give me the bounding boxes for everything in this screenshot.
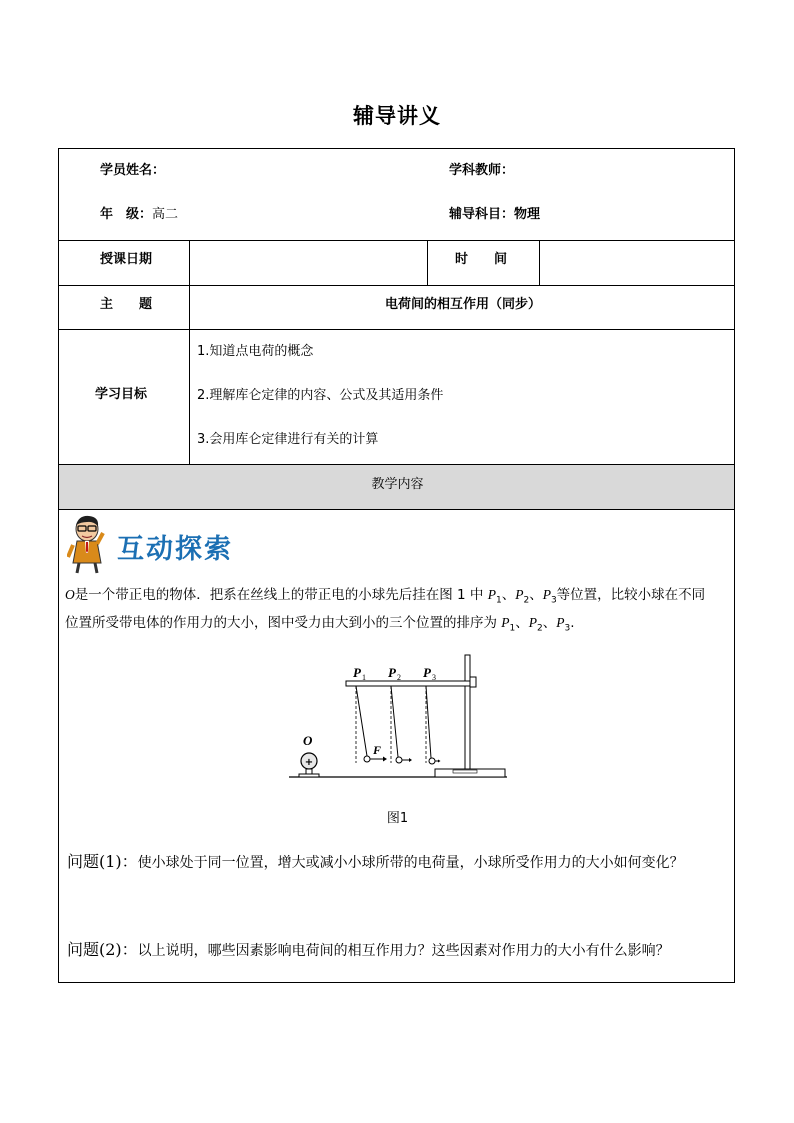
time-label: 时 间	[455, 252, 508, 267]
figure-caption: 图1	[386, 811, 409, 826]
content-label: 教学内容	[371, 477, 424, 492]
plus-sign: +	[304, 757, 314, 768]
column-divider	[427, 240, 428, 285]
goal-item: 1.知道点电荷的概念	[197, 344, 314, 359]
grade-field	[100, 203, 178, 222]
row-divider	[59, 329, 734, 330]
intro-line-2	[65, 609, 733, 643]
label-p3: P	[423, 665, 431, 680]
intro-text: 是一个带正电的物体．把系在丝线上的带正电的小球先后挂在图 1 中	[74, 587, 488, 603]
question-text: 以上说明，哪些因素影响电荷间的相互作用力？这些因素对作用力的大小有什么影响？	[137, 943, 670, 959]
date-label: 授课日期	[100, 252, 153, 267]
row-divider	[59, 240, 734, 241]
goals-label: 学习目标	[95, 387, 148, 402]
clamp	[470, 677, 476, 687]
label-p2: P	[388, 665, 396, 680]
column-divider	[539, 240, 540, 285]
topic-value: 电荷间的相互作用（同步）	[384, 297, 541, 312]
label-o: O	[303, 733, 313, 748]
label-p3-sub: 3	[432, 673, 436, 682]
symbol-o: O	[65, 587, 75, 602]
question-1	[67, 849, 684, 872]
thread-p1	[356, 686, 367, 756]
ball-p3	[429, 758, 435, 764]
separator: 、	[501, 587, 516, 603]
symbol-p: P	[501, 615, 510, 630]
grade-value: 高二	[152, 207, 179, 222]
column-divider	[189, 240, 190, 465]
ball-p2	[396, 757, 402, 763]
sub-3: 3	[550, 595, 557, 606]
stand-pole	[465, 655, 470, 769]
subject-value: 物理	[514, 207, 541, 222]
sphere-base	[299, 774, 319, 777]
teacher-mascot-icon	[68, 516, 103, 573]
question-label: 问题(1)：	[67, 852, 138, 871]
label-p2-sub: 2	[397, 673, 401, 682]
row-divider	[59, 509, 734, 510]
symbol-p: P	[542, 587, 551, 602]
symbol-p: P	[487, 587, 496, 602]
lesson-table	[58, 148, 735, 983]
subject-field	[449, 203, 540, 222]
separator: 、	[542, 615, 557, 631]
question-text: 使小球处于同一位置，增大或减小小球所带的电荷量，小球所受作用力的大小如何变化？	[137, 855, 684, 871]
row-divider	[59, 285, 734, 286]
student-name-label: 学员姓名：	[100, 163, 166, 178]
label-p1-sub: 1	[362, 673, 366, 682]
sub-1: 1	[495, 595, 502, 606]
sphere-stem	[306, 769, 312, 774]
thread-p2	[391, 686, 398, 757]
grade-label: 年 级：	[100, 207, 153, 222]
label-p1: P	[353, 665, 361, 680]
period: .	[570, 615, 575, 631]
sub-2: 2	[523, 595, 530, 606]
teacher-label: 学科教师：	[449, 163, 515, 178]
intro-text: 等位置，比较小球在不同	[556, 587, 706, 603]
separator: 、	[515, 615, 529, 631]
ball-p1	[364, 756, 370, 762]
symbol-p: P	[528, 615, 538, 630]
document-title: 辅导讲义	[353, 104, 441, 128]
intro-text: 位置所受带电体的作用力的大小，图中受力由大到小的三个位置的排序为	[65, 615, 502, 631]
separator: 、	[529, 587, 543, 603]
topic-label: 主 题	[100, 297, 153, 312]
goal-item: 3.会用库仑定律进行有关的计算	[197, 432, 379, 447]
subject-label: 辅导科目：	[449, 207, 515, 222]
symbol-p: P	[515, 587, 524, 602]
sub-1: 1	[509, 623, 516, 634]
question-2	[67, 937, 670, 960]
sub-3: 3	[564, 623, 571, 634]
label-f: F	[373, 743, 382, 757]
section-banner	[67, 513, 247, 575]
goal-item: 2.理解库仑定律的内容、公式及其适用条件	[197, 388, 444, 403]
question-label: 问题(2)：	[67, 940, 138, 959]
sub-2: 2	[537, 623, 543, 634]
symbol-p: P	[556, 615, 565, 630]
thread-p3	[426, 686, 431, 758]
banner-title: 互动探索	[117, 534, 233, 565]
coulomb-apparatus-figure	[285, 649, 515, 783]
